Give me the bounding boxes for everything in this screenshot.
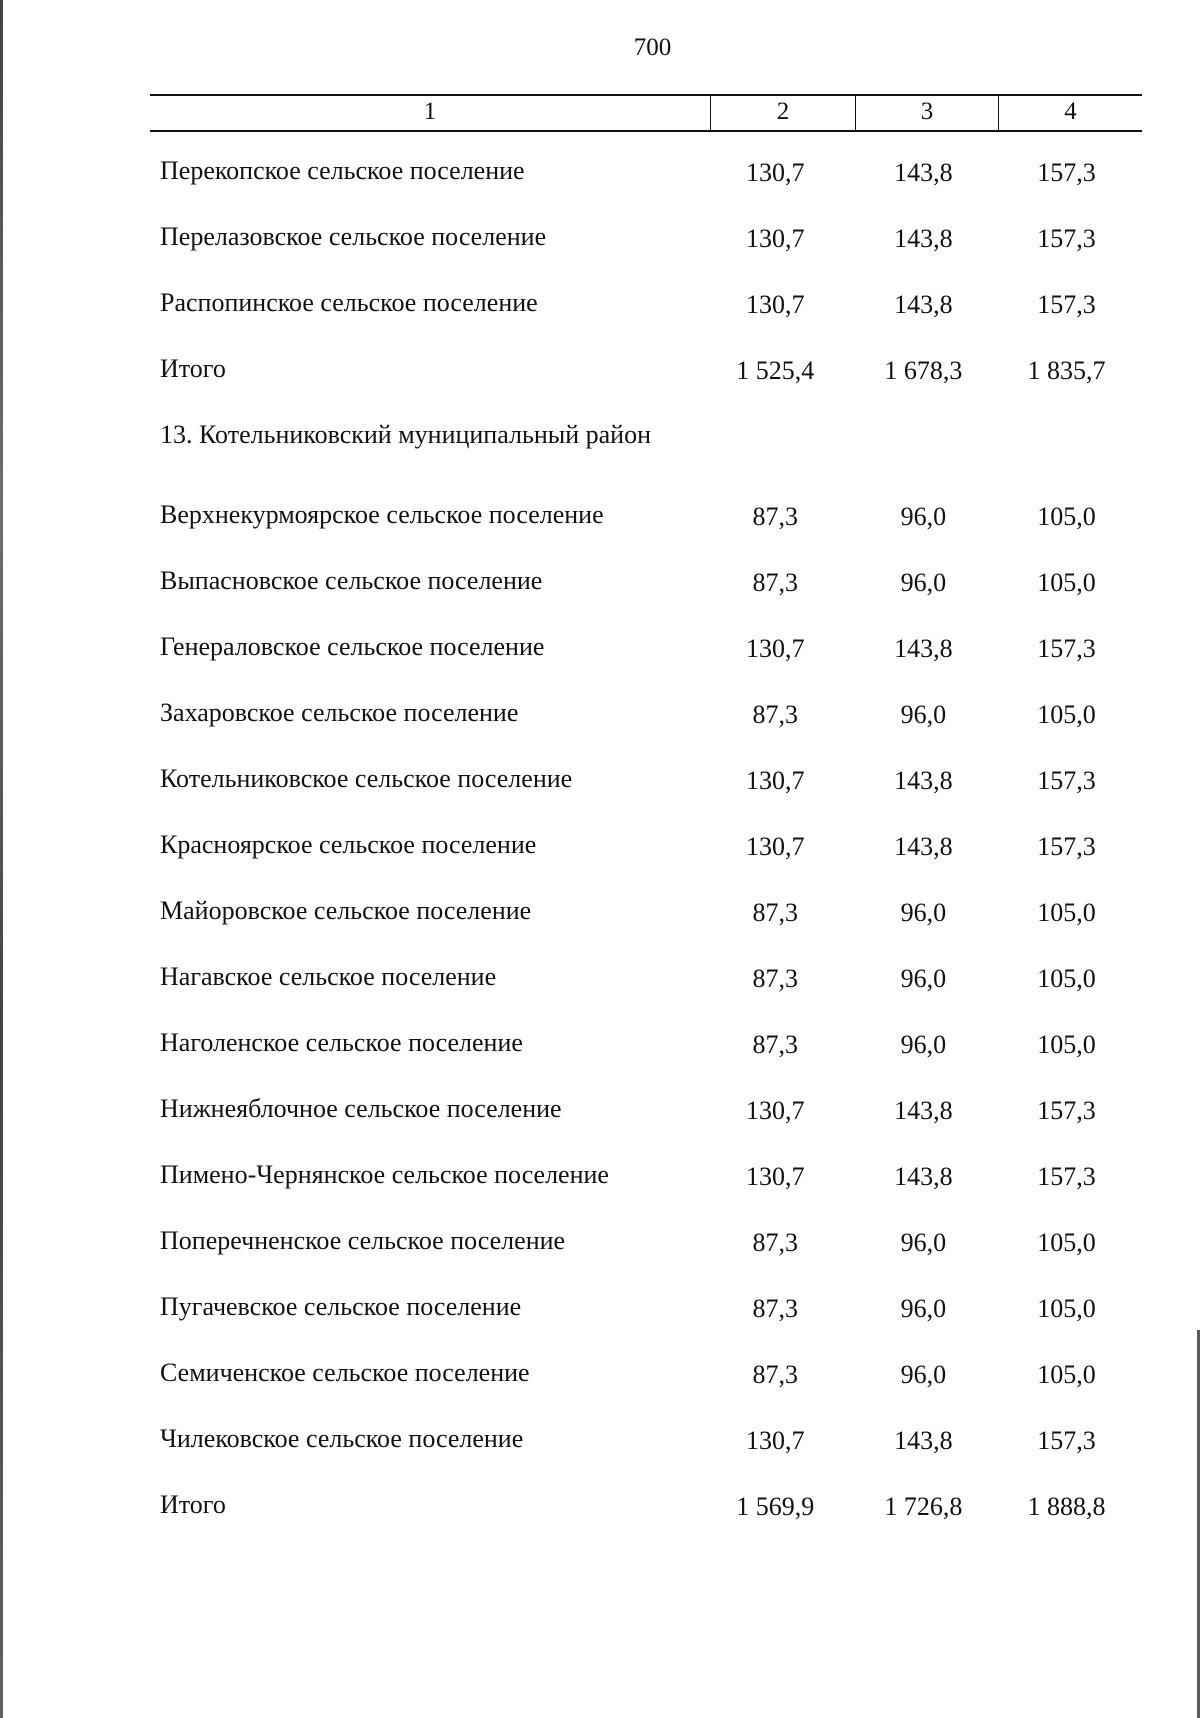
row-value-col-4: 157,3 [1037, 1426, 1096, 1455]
table-body [160, 150, 1140, 1550]
row-name: Пугачевское сельское поселение [160, 1292, 522, 1321]
row-name: Майоровское сельское поселение [160, 896, 532, 925]
row-value-col-4: 157,3 [1037, 766, 1096, 795]
table-row [160, 956, 1140, 1022]
row-value-col-4: 105,0 [1037, 898, 1096, 927]
row-value-col-2: 87,3 [752, 502, 798, 531]
table-row [160, 1286, 1140, 1352]
row-value-col-4: 157,3 [1037, 1096, 1096, 1125]
row-value-col-4: 105,0 [1037, 700, 1096, 729]
header-col-2: 2 [710, 96, 855, 130]
table-row [160, 1154, 1140, 1220]
row-value-col-3: 96,0 [900, 1228, 947, 1257]
row-value-col-2: 130,7 [745, 158, 805, 187]
row-value-col-4 [993, 414, 1140, 422]
row-value-col-3 [854, 414, 993, 422]
row-value-col-2: 87,3 [752, 1030, 798, 1059]
row-value-col-4: 105,0 [1037, 1294, 1096, 1323]
row-value-col-2 [697, 414, 854, 422]
row-name: Пимено-Чернянское сельское поселение [160, 1160, 609, 1189]
row-value-col-4: 157,3 [1037, 832, 1096, 861]
row-name: Выпасновское сельское поселение [160, 566, 543, 595]
row-value-col-3: 96,0 [900, 898, 947, 927]
scan-edge-left [0, 0, 3, 1718]
row-value-col-3: 143,8 [894, 766, 953, 795]
row-value-col-2: 130,7 [745, 1096, 805, 1125]
row-value-col-2: 1 525,4 [736, 356, 815, 385]
header-col-3: 3 [855, 96, 998, 130]
row-value-col-4: 105,0 [1037, 568, 1096, 597]
row-value-col-3: 143,8 [894, 634, 953, 663]
row-value-col-4: 1 888,8 [1027, 1492, 1106, 1521]
table-row [160, 150, 1140, 216]
table-row [160, 494, 1140, 560]
table-row [160, 890, 1140, 956]
row-name: Перекопское сельское поселение [160, 156, 525, 185]
table-row [160, 1352, 1140, 1418]
row-name: Генераловское сельское поселение [160, 632, 545, 661]
row-value-col-4: 157,3 [1037, 224, 1096, 253]
row-value-col-2: 87,3 [752, 700, 798, 729]
table-row [160, 692, 1140, 758]
row-name: Котельниковское сельское поселение [160, 764, 573, 793]
row-value-col-2: 130,7 [745, 290, 805, 319]
section-heading-row [160, 414, 1140, 494]
row-value-col-2: 130,7 [745, 766, 805, 795]
row-name: Поперечненское сельское поселение [160, 1226, 566, 1255]
row-name: Семиченское сельское поселение [160, 1358, 530, 1387]
row-value-col-3: 96,0 [900, 568, 947, 597]
row-value-col-3: 143,8 [894, 1096, 953, 1125]
row-value-col-2: 87,3 [752, 568, 798, 597]
row-value-col-3: 96,0 [900, 1360, 947, 1389]
row-value-col-4: 157,3 [1037, 634, 1096, 663]
row-value-col-2: 87,3 [752, 898, 798, 927]
row-name: Распопинское сельское поселение [160, 288, 538, 317]
row-value-col-4: 157,3 [1037, 290, 1096, 319]
row-value-col-3: 143,8 [894, 224, 953, 253]
row-value-col-2: 130,7 [745, 224, 805, 253]
section-heading: 13. Котельниковский муниципальный район [160, 420, 651, 449]
row-name: Перелазовское сельское поселение [160, 222, 547, 251]
table-row-total [160, 1484, 1140, 1550]
row-name: Нагавское сельское поселение [160, 962, 497, 991]
row-value-col-4: 105,0 [1037, 964, 1096, 993]
row-value-col-3: 143,8 [894, 1162, 953, 1191]
row-value-col-2: 87,3 [752, 1294, 798, 1323]
row-value-col-3: 143,8 [894, 158, 953, 187]
row-value-col-3: 96,0 [900, 964, 947, 993]
table-row [160, 282, 1140, 348]
row-value-col-4: 157,3 [1037, 1162, 1096, 1191]
table-row [160, 216, 1140, 282]
row-value-col-4: 157,3 [1037, 158, 1096, 187]
row-value-col-2: 87,3 [752, 964, 798, 993]
table-row [160, 1418, 1140, 1484]
row-value-col-2: 130,7 [745, 832, 805, 861]
row-name: Чилековское сельское поселение [160, 1424, 524, 1453]
header-col-4: 4 [998, 96, 1142, 130]
table-row [160, 1220, 1140, 1286]
row-value-col-3: 1 678,3 [884, 356, 963, 385]
page-number: 700 [633, 34, 672, 61]
row-value-col-4: 105,0 [1037, 1030, 1096, 1059]
table-header [150, 94, 1142, 132]
row-value-col-2: 130,7 [745, 1162, 805, 1191]
table-row [160, 758, 1140, 824]
row-value-col-2: 87,3 [752, 1360, 798, 1389]
row-value-col-2: 130,7 [745, 634, 805, 663]
row-value-col-3: 143,8 [894, 1426, 953, 1455]
row-value-col-3: 96,0 [900, 700, 947, 729]
row-value-col-3: 96,0 [900, 1030, 947, 1059]
row-name: Итого [160, 354, 226, 383]
row-value-col-2: 87,3 [752, 1228, 798, 1257]
row-name: Наголенское сельское поселение [160, 1028, 523, 1057]
header-col-1: 1 [423, 98, 437, 125]
row-value-col-4: 1 835,7 [1027, 356, 1106, 385]
row-value-col-4: 105,0 [1037, 1360, 1096, 1389]
table-row [160, 1088, 1140, 1154]
row-value-col-3: 96,0 [900, 1294, 947, 1323]
table-row [160, 626, 1140, 692]
row-value-col-4: 105,0 [1037, 1228, 1096, 1257]
row-value-col-3: 143,8 [894, 290, 953, 319]
table-row [160, 560, 1140, 626]
row-value-col-2: 1 569,9 [736, 1492, 815, 1521]
row-value-col-3: 96,0 [900, 502, 947, 531]
row-value-col-4: 105,0 [1037, 502, 1096, 531]
table-row-total [160, 348, 1140, 414]
row-value-col-2: 130,7 [745, 1426, 805, 1455]
row-value-col-3: 1 726,8 [884, 1492, 963, 1521]
table-row [160, 824, 1140, 890]
row-value-col-3: 143,8 [894, 832, 953, 861]
row-name: Красноярское сельское поселение [160, 830, 537, 859]
row-name: Нижнеяблочное сельское поселение [160, 1094, 562, 1123]
table-row [160, 1022, 1140, 1088]
row-name: Верхнекурмоярское сельское поселение [160, 500, 604, 529]
row-name: Захаровское сельское поселение [160, 698, 519, 727]
row-name: Итого [160, 1490, 226, 1519]
